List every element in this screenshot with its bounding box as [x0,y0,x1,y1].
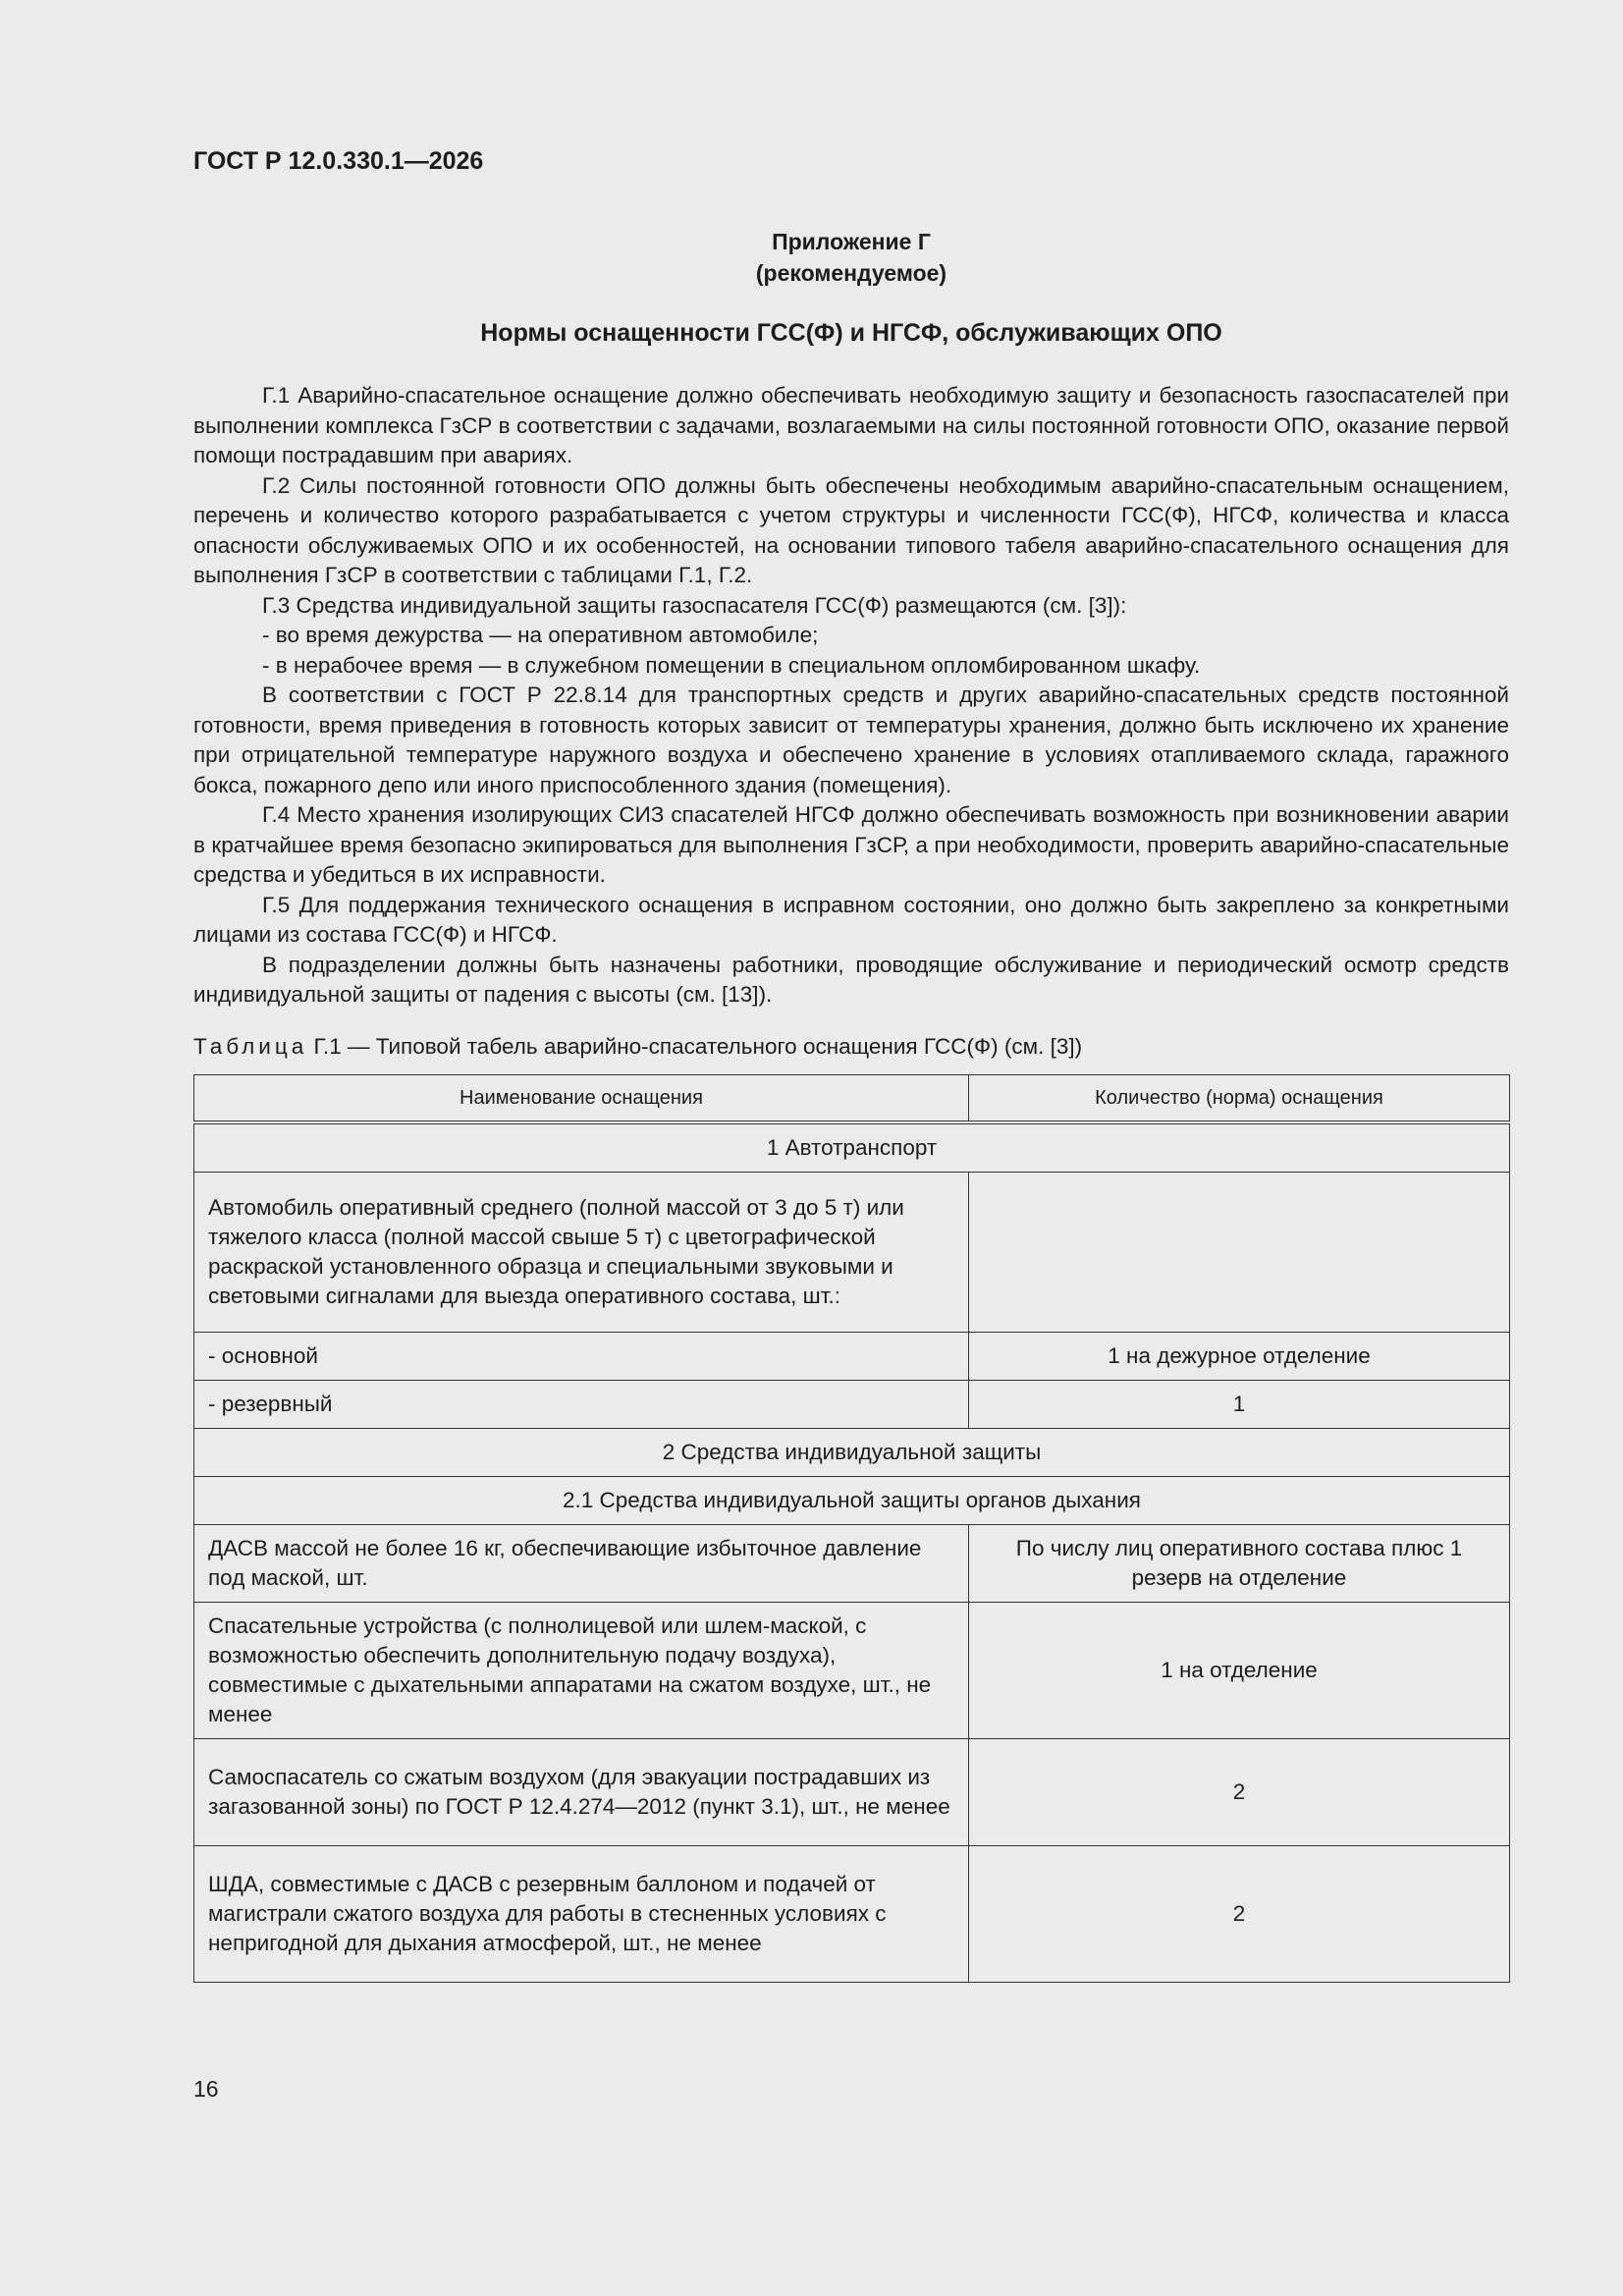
cell-quantity: 1 на дежурное отделение [969,1333,1510,1381]
cell-quantity: 2 [969,1846,1510,1983]
paragraph-g4: Г.4 Место хранения изолирующих СИЗ спасателей НГСФ должно обеспечивать возможность при возникновении аварии в кратчайшее время безопасно экипироваться для выполнения ГзСР, а при необходимости, проверить аварийно-спасательные средства и убедиться в их исправности. [193,802,1509,887]
cell-quantity: 1 [969,1381,1510,1429]
cell-name: Автомобиль оперативный среднего (полной массой от 3 до 5 т) или тяжелого класса (полной массой свыше 5 т) с цветографической раскраской установленного образца и специальными звуковыми и световыми сигналами для выезда оперативного состава, шт.: [194,1173,969,1333]
paragraph-maintenance: В подразделении должны быть назначены работники, проводящие обслуживание и периодический осмотр средств индивидуальной защиты от падения с высоты (см. [13]). [193,952,1509,1007]
table-row [194,1381,1510,1429]
cell-name: ДАСВ массой не более 16 кг, обеспечивающие избыточное давление под маской, шт. [194,1525,969,1603]
page-number: 16 [193,2076,219,2102]
bullet-item: - в нерабочее время — в служебном помещении в специальном опломбированном шкафу. [262,652,1201,678]
section-ppe: 2 Средства индивидуальной защиты [194,1429,1510,1477]
table-row [194,1603,1510,1739]
column-header-quantity: Количество (норма) оснащения [969,1075,1510,1123]
table-caption [193,1034,1082,1060]
cell-name: ШДА, совместимые с ДАСВ с резервным баллоном и подачей от магистрали сжатого воздуха для работы в стесненных условиях с непригодной для дыхания атмосферой, шт., не менее [194,1846,969,1983]
paragraph-g2: Г.2 Силы постоянной готовности ОПО должны быть обеспечены необходимым аварийно-спасательным оснащением, перечень и количество которого разрабатывается с учетом структуры и численности ГСС(Ф), НГСФ, количества и класса опасности обслуживаемых ОПО и их особенностей, на основании типового табеля аварийно-спасательного оснащения для выполнения ГзСР в соответствии с таблицами Г.1, Г.2. [193,472,1509,587]
bullet-item: - во время дежурства — на оперативном автомобиле; [262,623,819,647]
column-header-name: Наименование оснащения [194,1075,969,1123]
page-title: Нормы оснащенности ГСС(Ф) и НГСФ, обслуживающих ОПО [480,319,1222,347]
cell-name: Самоспасатель со сжатым воздухом (для эвакуации пострадавших из загазованной зоны) по ГОСТ Р 12.4.274—2012 (пункт 3.1), шт., не менее [194,1739,969,1846]
section-respiratory: 2.1 Средства индивидуальной защиты органов дыхания [194,1477,1510,1525]
table-caption-word: Таблица [193,1034,308,1059]
paragraph-g3: Г.3 Средства индивидуальной защиты газоспасателя ГСС(Ф) размещаются (см. [3]): [262,592,1127,618]
cell-quantity: 2 [969,1739,1510,1846]
table-header-row [194,1075,1510,1123]
table-row [194,1525,1510,1603]
section-transport: 1 Автотранспорт [194,1122,1510,1173]
paragraph-storage: В соответствии с ГОСТ Р 22.8.14 для транспортных средств и других аварийно-спасательных средств постоянной готовности, время приведения в готовность которых зависит от температуры хранения, должно быть исключено их хранение при отрицательной температуре наружного воздуха и обеспечено хранение в условиях отапливаемого склада, гаражного бокса, пожарного депо или иного приспособленного здания (помещения). [193,683,1509,797]
table-caption-text: Г.1 — Типовой табель аварийно-спасательного оснащения ГСС(Ф) (см. [3]) [313,1034,1083,1059]
body-text [193,381,1509,1011]
table-section-row [194,1477,1510,1525]
paragraph-g5: Г.5 Для поддержания технического оснащения в исправном состоянии, оно должно быть закреплено за конкретными лицами из состава ГСС(Ф) и НГСФ. [193,892,1509,947]
cell-quantity: 1 на отделение [969,1603,1510,1739]
cell-name: - основной [194,1333,969,1381]
cell-quantity [969,1173,1510,1333]
paragraph-g1: Г.1 Аварийно-спасательное оснащение должно обеспечивать необходимую защиту и безопасность газоспасателей при выполнении комплекса ГзСР в соответствии с задачами, возлагаемыми на силы постоянной готовности ОПО, оказание первой помощи пострадавшим при авариях. [193,383,1509,467]
cell-name: Спасательные устройства (с полнолицевой или шлем-маской, с возможностью обеспечить дополнительную подачу воздуха), совместимые с дыхательными аппаратами на сжатом воздухе, шт., не менее [194,1603,969,1739]
annex-status: (рекомендуемое) [755,260,947,286]
annex-heading [193,226,1509,289]
cell-name: - резервный [194,1381,969,1429]
table-section-row [194,1122,1510,1173]
document-code: ГОСТ Р 12.0.330.1—2026 [193,147,484,175]
annex-title: Приложение Г [772,229,931,254]
table-row [194,1739,1510,1846]
table-row [194,1333,1510,1381]
cell-quantity: По числу лиц оперативного состава плюс 1 резерв на отделение [969,1525,1510,1603]
equipment-table [193,1074,1510,1983]
table-section-row [194,1429,1510,1477]
table-row [194,1846,1510,1983]
table-row [194,1173,1510,1333]
